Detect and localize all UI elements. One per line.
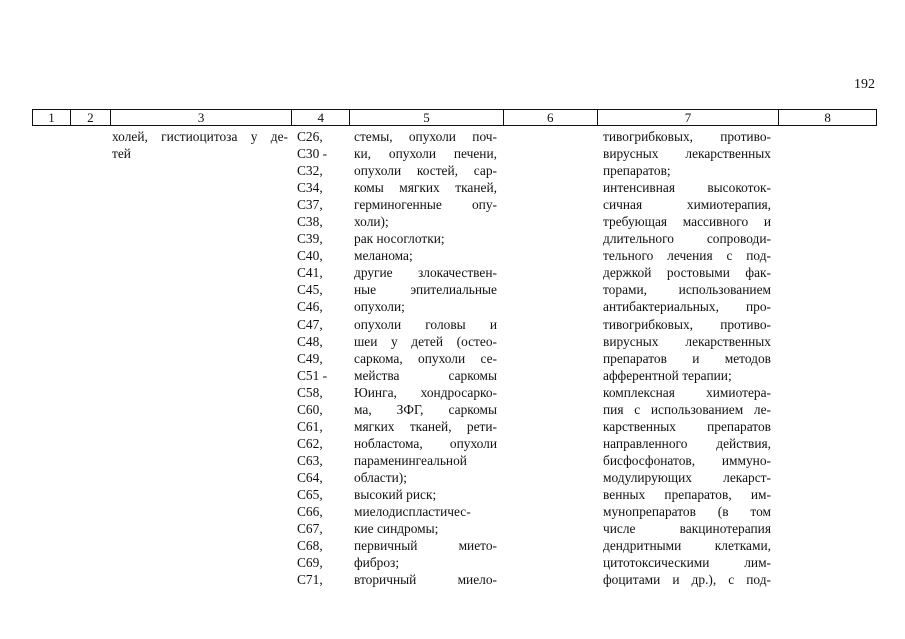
text-line: афферентной терапии; <box>603 367 732 383</box>
text-line: ки, опухоли печени, <box>354 146 497 162</box>
text-line: ные эпителиальные <box>354 282 497 298</box>
text-line: сичная химиотерапия, <box>603 197 771 213</box>
icd-code: C30 - <box>297 146 328 162</box>
text-line: венных препаратов, им- <box>603 486 771 502</box>
icd-code: C49, <box>297 350 323 366</box>
text-line: опухоли; <box>354 299 405 315</box>
column-4-codes <box>297 128 347 588</box>
column-3-text <box>112 128 288 162</box>
header-cell-2: 2 <box>71 110 111 125</box>
icd-code: C60, <box>297 401 323 417</box>
text-line: дендритными клетками, <box>603 538 771 554</box>
text-line: мунопрепаратов (в том <box>603 504 771 520</box>
icd-code: C69, <box>297 555 323 571</box>
icd-code: C34, <box>297 180 323 196</box>
table-header-row <box>32 109 877 126</box>
text-line: холи); <box>354 214 389 230</box>
text-line: тивогрибковых, противо- <box>603 129 771 144</box>
text-line: мейства саркомы <box>354 367 497 383</box>
text-line: мягких тканей, рети- <box>354 418 497 434</box>
icd-code: C66, <box>297 504 323 520</box>
text-line: направленного действия, <box>603 435 771 451</box>
text-line: бисфосфонатов, иммуно- <box>603 452 771 468</box>
text-line: вторичный миело- <box>354 572 497 588</box>
text-line: карственных препаратов <box>603 418 771 434</box>
icd-code: C48, <box>297 333 323 349</box>
icd-code: C63, <box>297 452 323 468</box>
text-line: фиброз; <box>354 555 400 571</box>
text-line: миелодиспластичес- <box>354 504 471 520</box>
text-line: интенсивная высокоток- <box>603 180 771 196</box>
header-cell-5: 5 <box>350 110 504 125</box>
header-cell-6: 6 <box>504 110 598 125</box>
text-line: рак носоглотки; <box>354 231 445 247</box>
text-line: числе вакцинотерапия <box>603 521 771 537</box>
text-line: стемы, опухоли поч- <box>354 129 497 144</box>
text-line: длительного сопроводи- <box>603 231 771 247</box>
text-line: нобластома, опухоли <box>354 435 497 451</box>
header-cell-7: 7 <box>598 110 780 125</box>
icd-code: C67, <box>297 521 323 537</box>
column-5-text <box>354 128 497 588</box>
icd-code: C47, <box>297 316 323 332</box>
text-line: саркома, опухоли се- <box>354 350 497 366</box>
column-7-text <box>603 128 771 588</box>
text-line: Юинга, хондросарко- <box>354 384 497 400</box>
text-line: холей, гистиоцитоза у де- <box>112 129 288 144</box>
icd-code: C39, <box>297 231 323 247</box>
header-cell-4: 4 <box>292 110 350 125</box>
text-line: ма, ЗФГ, саркомы <box>354 401 497 417</box>
text-line: высокий риск; <box>354 486 437 502</box>
icd-code: C64, <box>297 469 323 485</box>
text-line: вирусных лекарственных <box>603 333 771 349</box>
icd-code: C71, <box>297 572 323 588</box>
text-line: препаратов и методов <box>603 350 771 366</box>
text-line: кие синдромы; <box>354 521 439 537</box>
text-line: модулирующих лекарст- <box>603 469 771 485</box>
icd-code: C46, <box>297 299 323 315</box>
text-line: пия с использованием ле- <box>603 401 771 417</box>
icd-code: C32, <box>297 163 323 179</box>
text-line: требующая массивного и <box>603 214 771 230</box>
text-line: держкой ростовыми фак- <box>603 265 771 281</box>
text-line: тивогрибковых, противо- <box>603 316 771 332</box>
text-line: цитотоксическими лим- <box>603 555 771 571</box>
icd-code: C45, <box>297 282 323 298</box>
text-line: опухоли головы и <box>354 316 497 332</box>
text-line: опухоли костей, сар- <box>354 163 497 179</box>
header-cell-3: 3 <box>111 110 293 125</box>
header-cell-1: 1 <box>33 110 71 125</box>
text-line: герминогенные опу- <box>354 197 497 213</box>
icd-code: C38, <box>297 214 323 230</box>
text-line: меланома; <box>354 248 413 264</box>
text-line: комы мягких тканей, <box>354 180 497 196</box>
text-line: препаратов; <box>603 163 671 179</box>
icd-code: C58, <box>297 384 323 400</box>
text-line: шеи у детей (остео- <box>354 333 497 349</box>
header-cell-8: 8 <box>824 110 831 125</box>
text-line: первичный мието- <box>354 538 497 554</box>
text-line: другие злокачествен- <box>354 265 497 281</box>
text-line: вирусных лекарственных <box>603 146 771 162</box>
icd-code: C26, <box>297 129 323 144</box>
icd-code: C37, <box>297 197 323 213</box>
icd-code: C51 - <box>297 367 328 383</box>
icd-code: C61, <box>297 418 323 434</box>
text-line: торами, использованием <box>603 282 771 298</box>
icd-code: C62, <box>297 435 323 451</box>
text-line: области); <box>354 469 407 485</box>
text-line: параменингеальной <box>354 452 467 468</box>
text-line: комплексная химиотера- <box>603 384 771 400</box>
icd-code: C68, <box>297 538 323 554</box>
text-line: антибактериальных, про- <box>603 299 771 315</box>
icd-code: C40, <box>297 248 323 264</box>
icd-code: C65, <box>297 486 323 502</box>
icd-code: C41, <box>297 265 323 281</box>
page-number: 192 <box>854 77 875 92</box>
text-line: тей <box>112 146 131 162</box>
text-line: фоцитами и др.), с под- <box>603 572 771 588</box>
text-line: тельного лечения с под- <box>603 248 771 264</box>
